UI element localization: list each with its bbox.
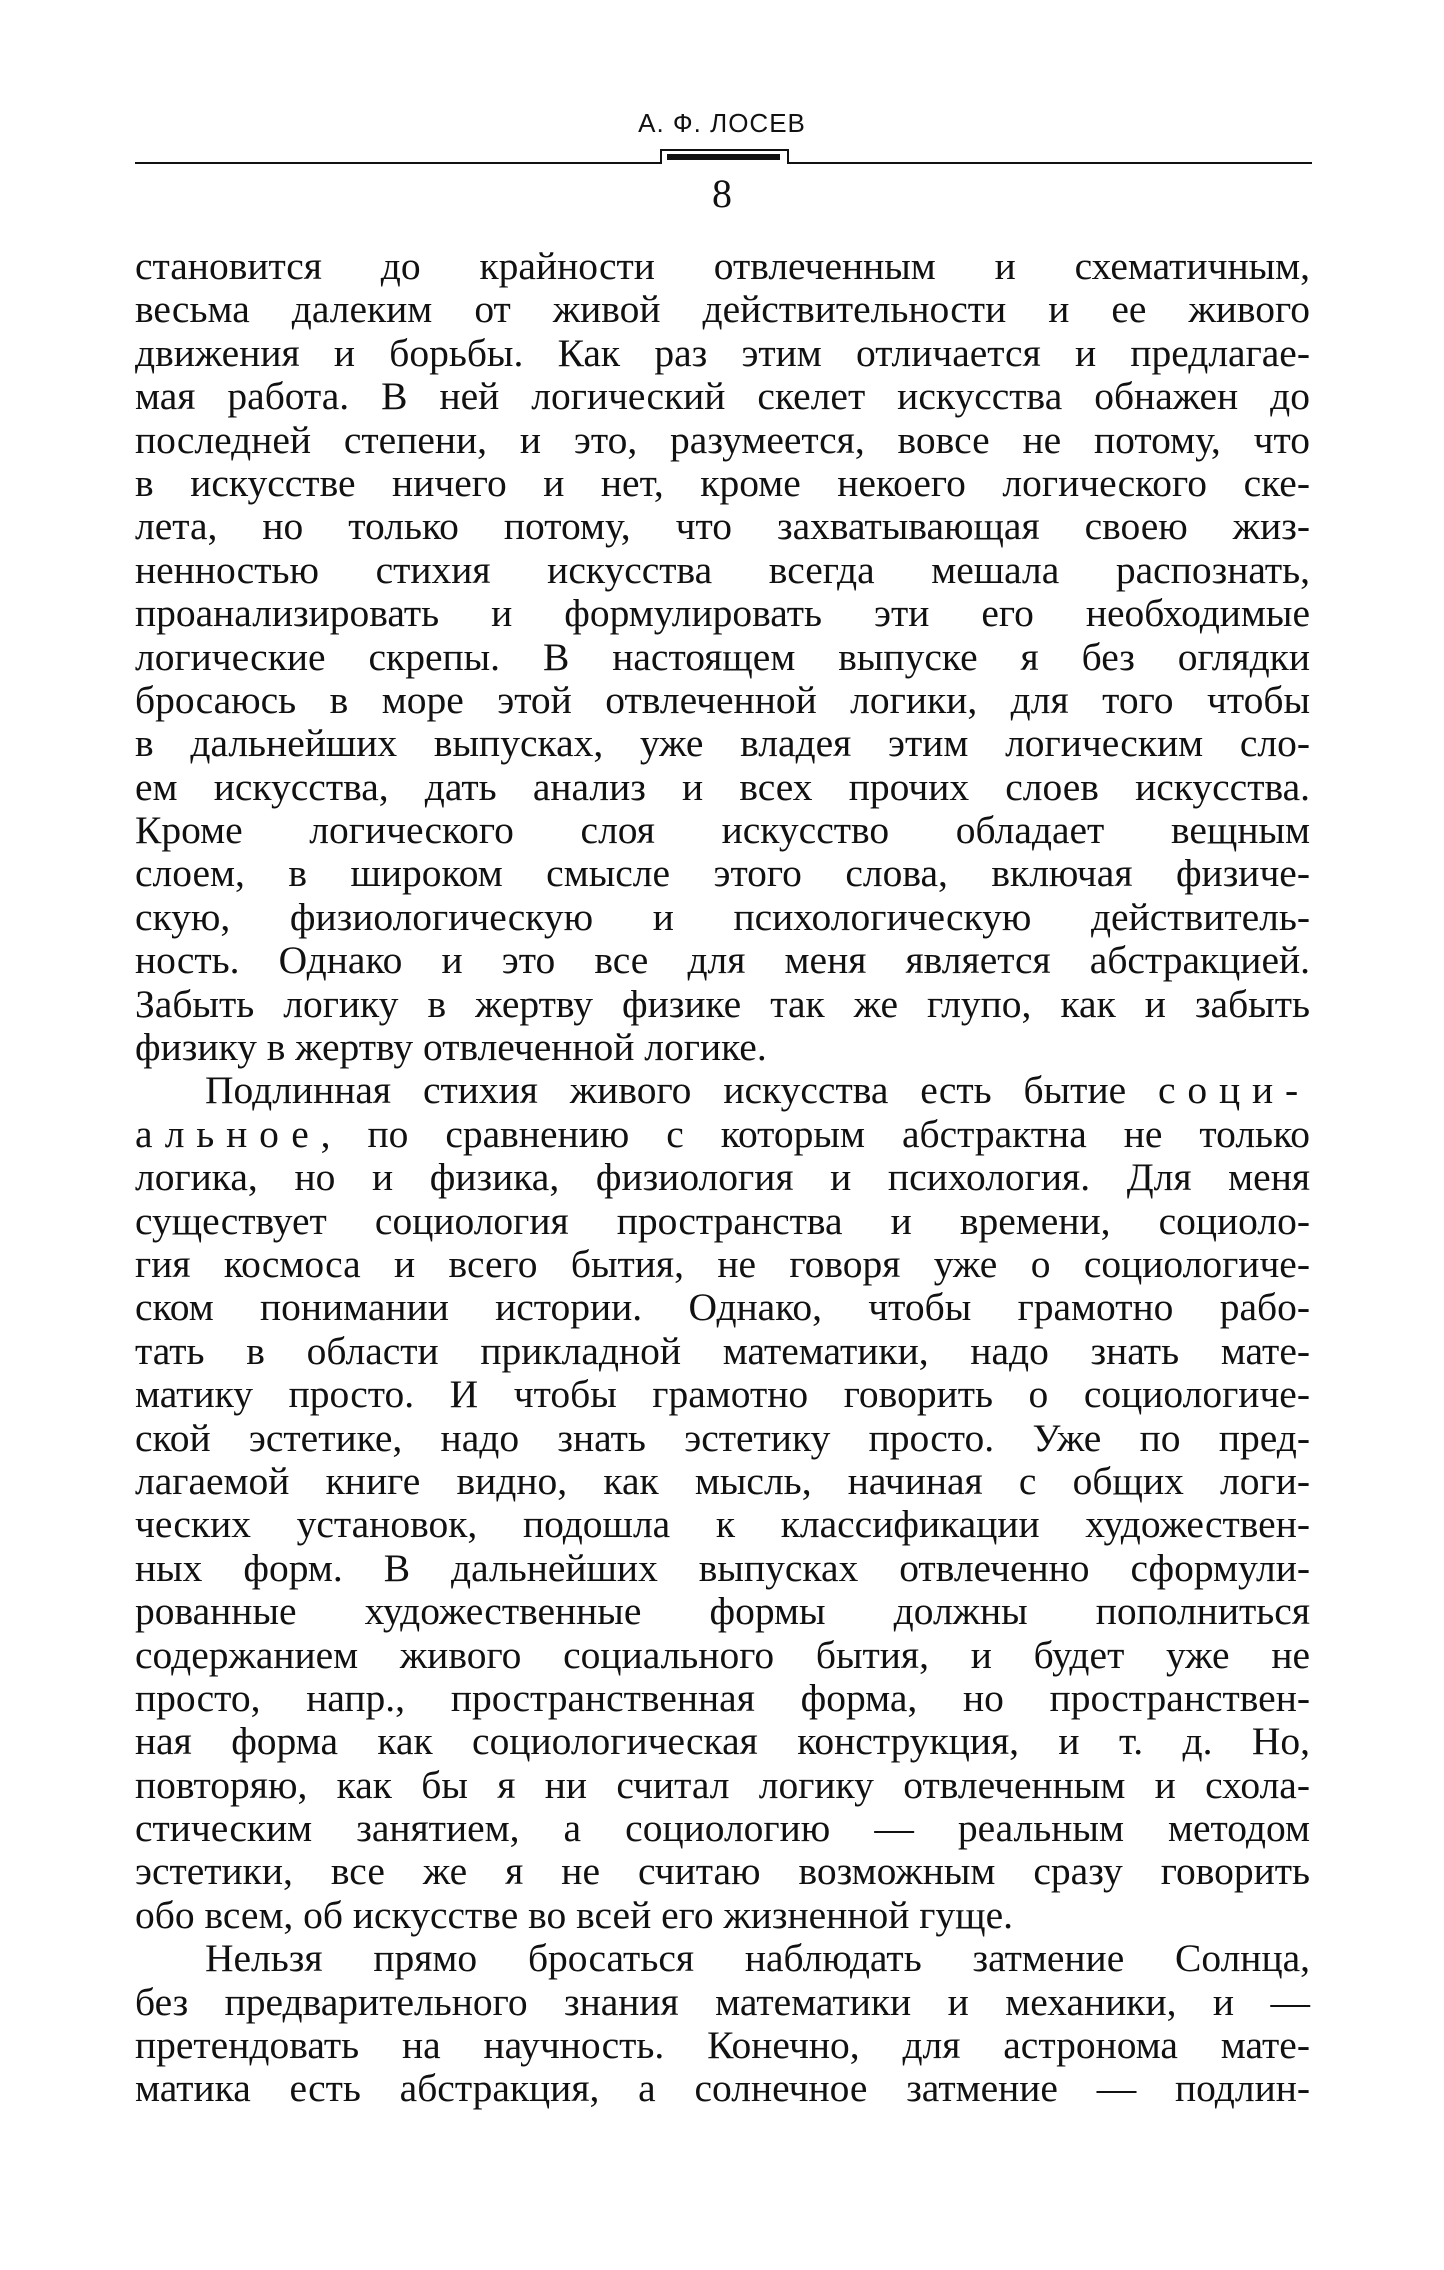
text-line: мая работа. В ней логический скелет искусства обнажен до bbox=[135, 374, 1310, 419]
text-line: Нельзя прямо бросаться наблюдать затмение Солнца, bbox=[205, 1936, 1310, 1981]
text-line: лагаемой книге видно, как мысль, начиная с общих логи- bbox=[135, 1458, 1310, 1503]
text-line: стическим занятием, а социологию — реальным методом bbox=[135, 1806, 1310, 1851]
text-line: ная форма как социологическая конструкция, и т. д. Но, bbox=[135, 1719, 1310, 1764]
text-line: рованные художественные формы должны пополниться bbox=[135, 1589, 1310, 1634]
spaced-emphasis: соци- bbox=[1158, 1068, 1310, 1113]
text-line: матику просто. И чтобы грамотно говорить о социологиче- bbox=[135, 1372, 1310, 1417]
text-line: эстетики, все же я не считаю возможным сразу говорить bbox=[135, 1849, 1310, 1894]
running-head: А. Ф. ЛОСЕВ bbox=[638, 108, 806, 138]
paragraph bbox=[135, 245, 1310, 1069]
text-line: ем искусства, дать анализ и всех прочих слоев искусства. bbox=[135, 764, 1310, 809]
page-body bbox=[135, 245, 1310, 2111]
text-line: в дальнейших выпусках, уже владея этим логическим сло- bbox=[135, 721, 1310, 766]
text-line: в искусстве ничего и нет, кроме некоего логического ске- bbox=[135, 460, 1310, 505]
text-line: последней степени, и это, разумеется, вовсе не потому, что bbox=[135, 417, 1310, 462]
text-line bbox=[135, 1113, 1310, 1156]
text-line: претендовать на научность. Конечно, для астронома мате- bbox=[135, 2023, 1310, 2068]
text-run: Подлинная стихия живого искусства есть бытие bbox=[205, 1068, 1159, 1113]
paragraph bbox=[135, 1937, 1310, 2111]
text-line: ных форм. В дальнейших выпусках отвлеченно сформули- bbox=[135, 1545, 1310, 1590]
header-rule-left bbox=[135, 162, 660, 164]
text-line: содержанием живого социального бытия, и будет уже не bbox=[135, 1632, 1310, 1677]
text-line: ской эстетике, надо знать эстетику просто. Уже по пред- bbox=[135, 1415, 1310, 1460]
text-line: логические скрепы. В настоящем выпуске я без оглядки bbox=[135, 634, 1310, 679]
text-line: обо всем, об искусстве во всей его жизненной гуще. bbox=[135, 1892, 1013, 1937]
text-line: Кроме логического слоя искусство обладает вещным bbox=[135, 808, 1310, 853]
text-line: повторяю, как бы я ни считал логику отвлеченным и схола- bbox=[135, 1762, 1310, 1807]
text-line: проанализировать и формулировать эти его необходимые bbox=[135, 591, 1310, 636]
header-ornament-bar bbox=[667, 154, 780, 160]
paragraph bbox=[135, 1069, 1310, 1937]
text-line bbox=[135, 1069, 1310, 1112]
text-line: просто, напр., пространственная форма, но пространствен- bbox=[135, 1675, 1310, 1720]
text-line: ненностью стихия искусства всегда мешала распознать, bbox=[135, 547, 1310, 592]
text-line: физику в жертву отвлеченной логике. bbox=[135, 1025, 767, 1070]
text-line: бросаюсь в море этой отвлеченной логики, для того чтобы bbox=[135, 677, 1310, 722]
text-line: Забыть логику в жертву физике так же глупо, как и забыть bbox=[135, 981, 1310, 1026]
text-line: матика есть абстракция, а солнечное затмение — подлин- bbox=[135, 2066, 1310, 2111]
text-line: ском понимании истории. Однако, чтобы грамотно рабо- bbox=[135, 1285, 1310, 1330]
text-line: тать в области прикладной математики, надо знать мате- bbox=[135, 1328, 1310, 1373]
text-line: движения и борьбы. Как раз этим отличается и предлагае- bbox=[135, 330, 1310, 375]
text-line: ность. Однако и это все для меня является абстракцией. bbox=[135, 938, 1310, 983]
text-line: становится до крайности отвлеченным и схематичным, bbox=[135, 244, 1310, 288]
text-line: логика, но и физика, физиология и психология. Для меня bbox=[135, 1155, 1310, 1200]
text-line: гия космоса и всего бытия, не говоря уже о социологиче- bbox=[135, 1241, 1310, 1286]
text-line: существует социология пространства и времени, социоло- bbox=[135, 1198, 1310, 1243]
spaced-emphasis: альное bbox=[135, 1111, 321, 1156]
header-rule-right bbox=[787, 162, 1312, 164]
text-line: весьма далеким от живой действительности и ее живого bbox=[135, 287, 1310, 332]
text-line: ческих установок, подошла к классификации художествен- bbox=[135, 1502, 1310, 1547]
text-line: лета, но только потому, что захватывающая своею жиз- bbox=[135, 504, 1310, 549]
text-line: слоем, в широком смысле этого слова, включая физиче- bbox=[135, 851, 1310, 896]
text-line: без предварительного знания математики и механики, и — bbox=[135, 1979, 1310, 2024]
text-run: , по сравнению с которым абстрактна не только bbox=[320, 1111, 1310, 1156]
page-number: 8 bbox=[712, 171, 732, 216]
text-line: скую, физиологическую и психологическую действитель- bbox=[135, 894, 1310, 939]
